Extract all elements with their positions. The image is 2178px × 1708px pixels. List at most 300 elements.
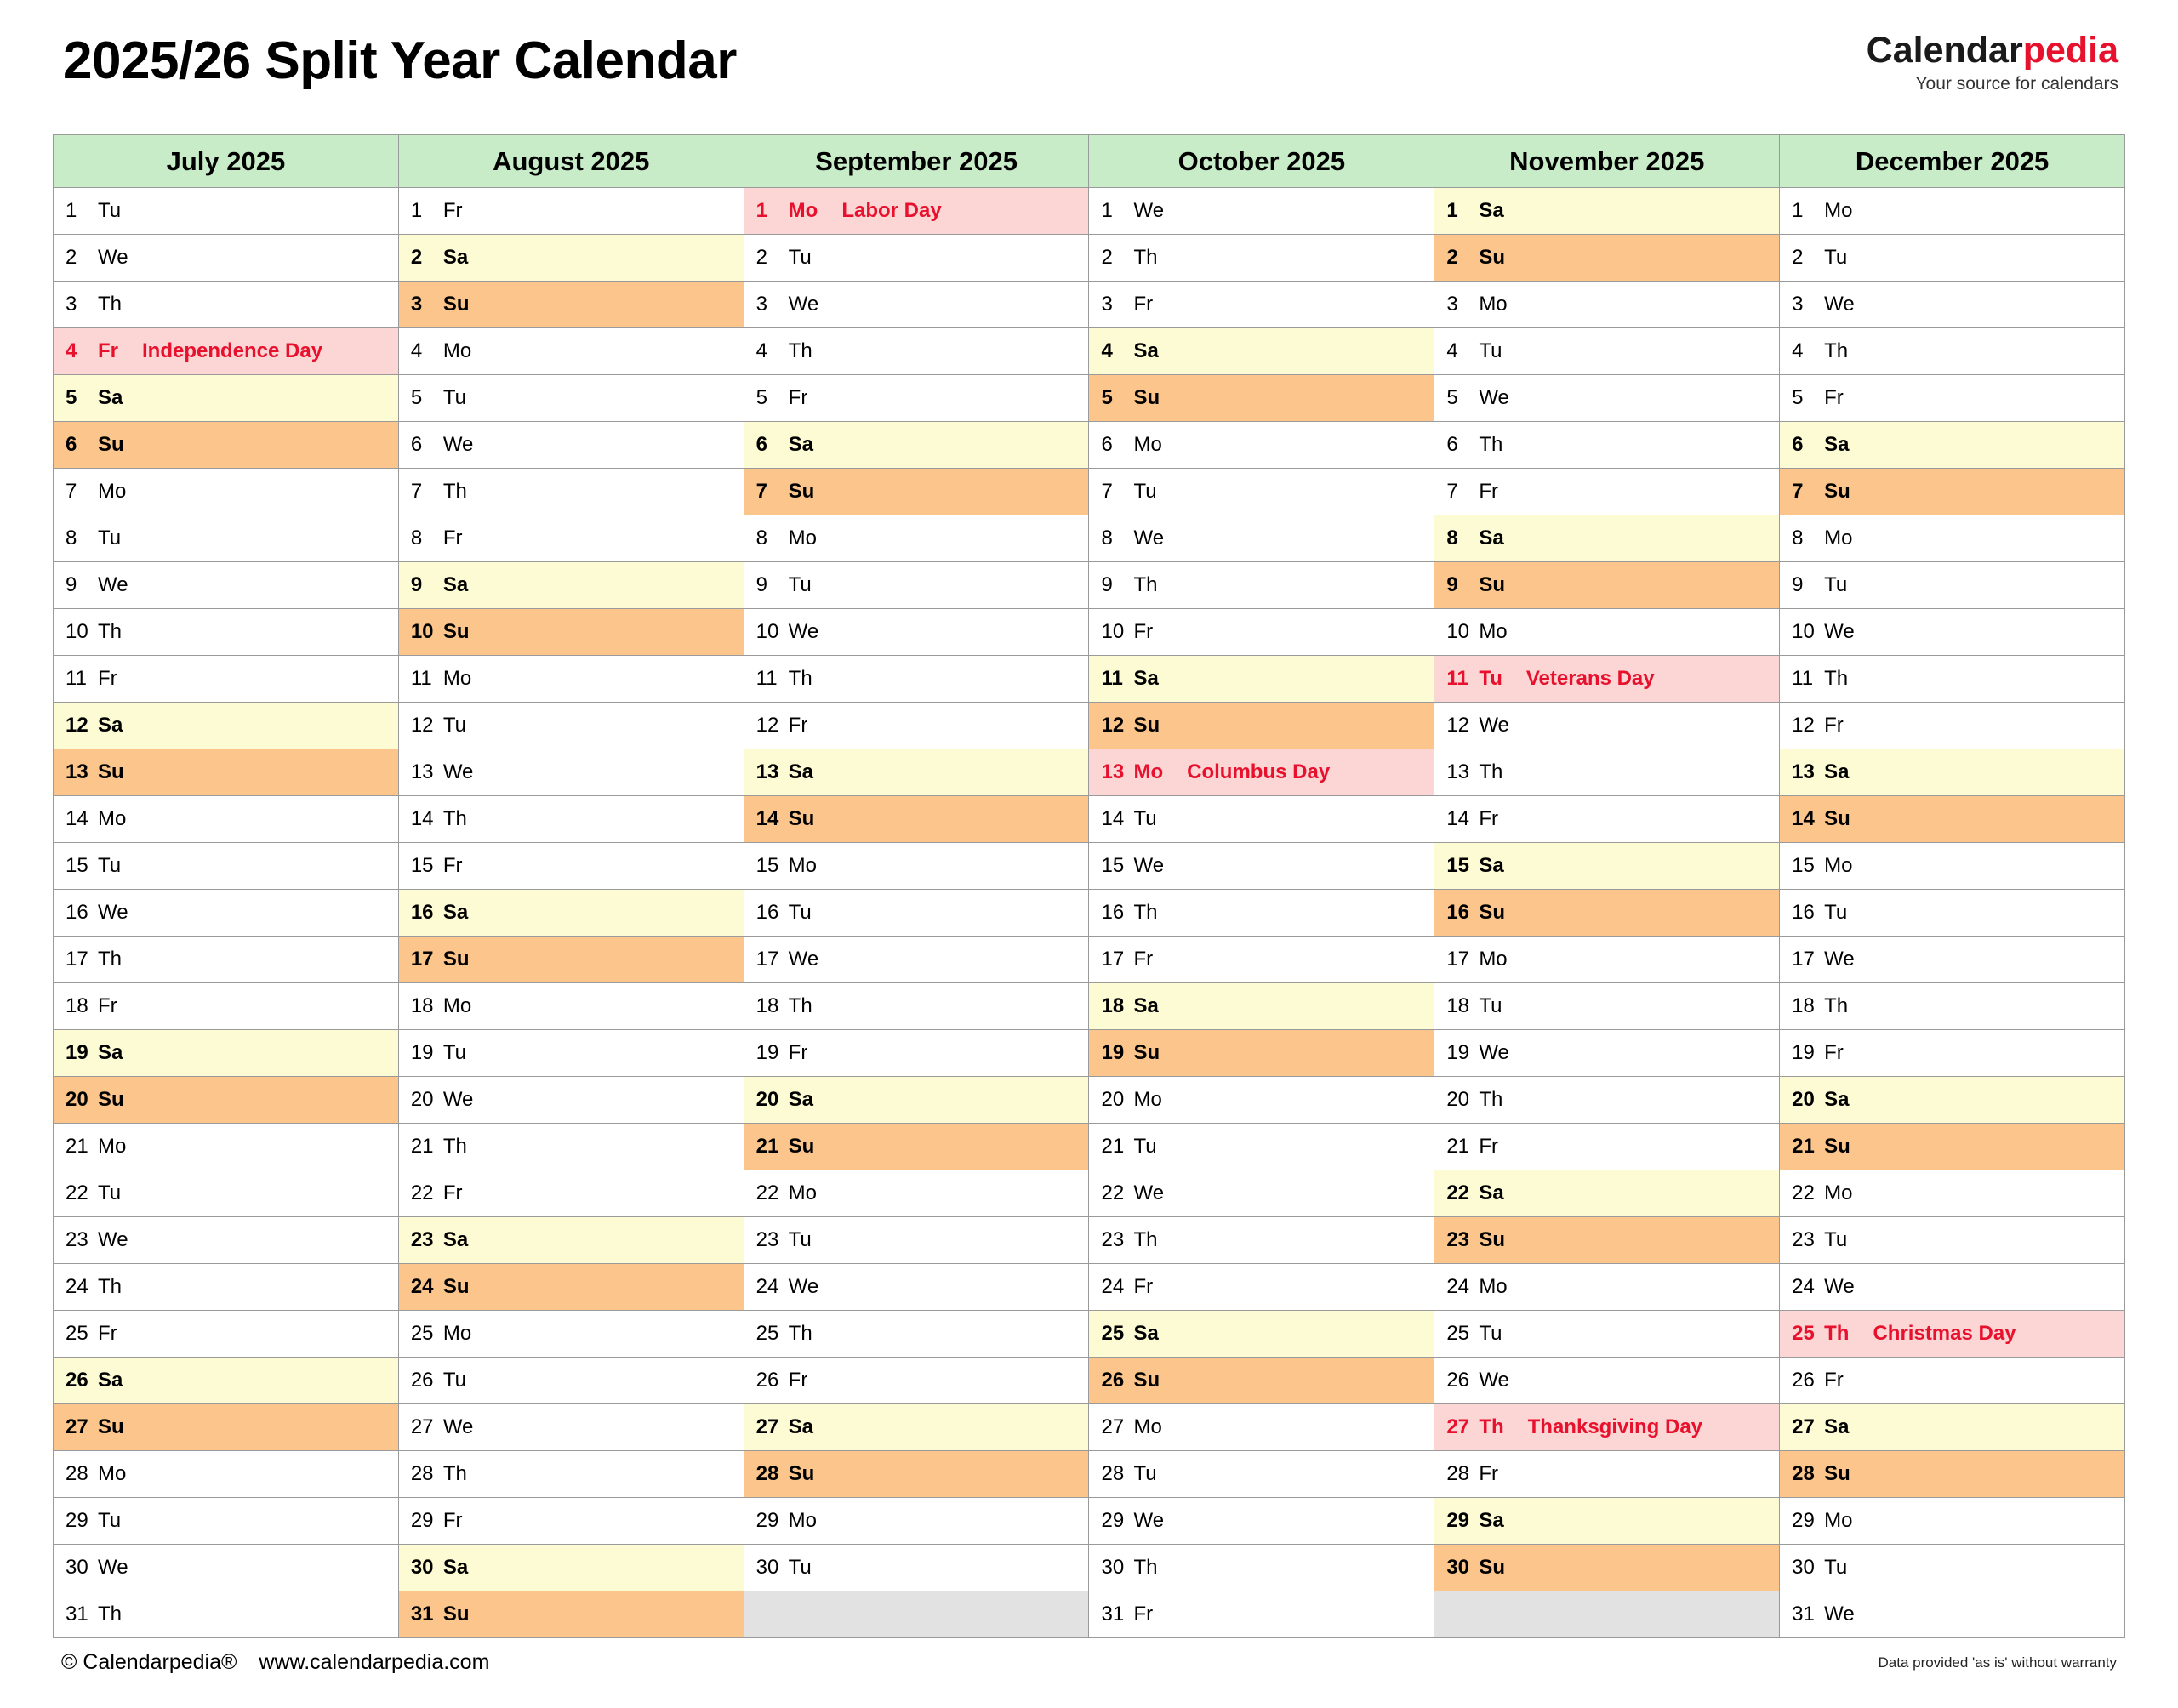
day-cell-content: [1089, 246, 1434, 270]
calendar-day-cell[interactable]: [54, 1404, 399, 1451]
calendar-day-cell[interactable]: [54, 1311, 399, 1358]
calendar-day-cell[interactable]: [1089, 1451, 1434, 1498]
day-cell-content: [1780, 480, 2124, 504]
day-cell-content: [1780, 807, 2124, 831]
website-url[interactable]: www.calendarpedia.com: [259, 1650, 490, 1674]
day-number: 14: [66, 807, 88, 830]
day-number: 4: [66, 339, 77, 362]
calendar-day-cell[interactable]: [398, 375, 744, 422]
calendar-day-cell[interactable]: [1089, 1077, 1434, 1124]
day-of-week: We: [98, 246, 128, 269]
day-cell-content: [1089, 199, 1434, 223]
calendar-day-cell[interactable]: [744, 1170, 1089, 1217]
calendar-day-cell[interactable]: [744, 375, 1089, 422]
calendar-day-cell[interactable]: [398, 515, 744, 562]
calendar-day-cell[interactable]: [398, 1124, 744, 1170]
day-number: 31: [410, 1603, 434, 1625]
calendar-day-cell[interactable]: [1434, 1217, 1780, 1264]
day-cell-content: [399, 994, 744, 1018]
calendar-day-cell[interactable]: [54, 469, 399, 515]
calendar-day-cell[interactable]: [54, 1451, 399, 1498]
calendar-day-cell[interactable]: [398, 890, 744, 937]
calendar-day-cell[interactable]: [398, 1404, 744, 1451]
calendar-day-cell[interactable]: [54, 1545, 399, 1591]
calendar-day-cell[interactable]: [398, 1311, 744, 1358]
calendar-day-cell[interactable]: [1089, 1404, 1434, 1451]
calendar-day-cell[interactable]: [1434, 328, 1780, 375]
day-cell-content: [744, 480, 1089, 504]
calendar-day-cell[interactable]: [54, 656, 399, 703]
calendar-row: [54, 1591, 2125, 1638]
calendar-day-cell[interactable]: [54, 235, 399, 282]
day-of-week: We: [1824, 1275, 1855, 1298]
day-cell-content: [1434, 199, 1779, 223]
calendar-day-cell[interactable]: [744, 1545, 1089, 1591]
calendar-day-cell[interactable]: [1780, 1124, 2125, 1170]
calendar-day-cell[interactable]: [398, 1077, 744, 1124]
day-number: 27: [66, 1415, 88, 1438]
calendar-day-cell[interactable]: [1434, 1451, 1780, 1498]
day-number: 16: [66, 901, 88, 924]
calendar-day-cell[interactable]: [398, 282, 744, 328]
calendar-day-cell[interactable]: [1780, 937, 2125, 983]
day-cell-content: [1780, 854, 2124, 878]
calendar-day-cell[interactable]: [398, 328, 744, 375]
calendar-day-cell[interactable]: [54, 796, 399, 843]
day-number: 21: [1792, 1135, 1815, 1158]
calendar-day-cell[interactable]: [1089, 1358, 1434, 1404]
day-cell-content: [1434, 1509, 1779, 1533]
day-of-week: We: [788, 1275, 819, 1298]
calendar-day-cell[interactable]: [398, 469, 744, 515]
day-of-week: We: [442, 433, 474, 456]
day-of-week: Th: [442, 1462, 467, 1485]
calendar-day-cell[interactable]: [1780, 843, 2125, 890]
calendar-day-cell[interactable]: [1089, 796, 1434, 843]
day-of-week: Su: [442, 1275, 470, 1298]
brand-name-part2: pedia: [2022, 30, 2118, 71]
day-number: 2: [410, 246, 423, 269]
day-cell-content: [54, 1275, 398, 1299]
calendar-day-cell[interactable]: [744, 609, 1089, 656]
calendar-day-cell[interactable]: [1434, 1545, 1780, 1591]
day-number: 30: [66, 1556, 88, 1579]
calendar-day-cell[interactable]: [54, 749, 399, 796]
day-of-week: Su: [788, 1462, 815, 1485]
day-of-week: We: [1479, 714, 1509, 737]
day-number: 14: [410, 807, 434, 830]
day-cell-content: [1089, 1135, 1434, 1159]
day-number: 9: [755, 573, 768, 596]
calendar-row: [54, 937, 2125, 983]
calendar-day-cell[interactable]: [1780, 1545, 2125, 1591]
calendar-day-cell[interactable]: [1089, 1170, 1434, 1217]
calendar-day-cell[interactable]: [54, 562, 399, 609]
calendar-day-cell[interactable]: [744, 843, 1089, 890]
calendar-day-cell[interactable]: [1089, 328, 1434, 375]
calendar-day-cell[interactable]: [1089, 1217, 1434, 1264]
calendar-day-cell[interactable]: [54, 1030, 399, 1077]
day-of-week: Th: [1133, 1556, 1158, 1579]
calendar-day-cell[interactable]: [54, 843, 399, 890]
day-number: 3: [66, 293, 77, 316]
calendar-day-cell[interactable]: [1089, 937, 1434, 983]
calendar-day-cell[interactable]: [1780, 235, 2125, 282]
calendar-day-cell[interactable]: [1089, 1591, 1434, 1638]
day-number: 3: [755, 293, 768, 316]
calendar-day-cell[interactable]: [1434, 983, 1780, 1030]
calendar-row: [54, 609, 2125, 656]
calendar-day-cell[interactable]: [1434, 562, 1780, 609]
calendar-day-cell[interactable]: [1434, 796, 1780, 843]
calendar-day-cell[interactable]: [1434, 1498, 1780, 1545]
calendar-day-cell[interactable]: [744, 282, 1089, 328]
calendar-day-cell[interactable]: [744, 937, 1089, 983]
calendar-row: [54, 796, 2125, 843]
calendar-day-cell[interactable]: [1089, 843, 1434, 890]
day-number: 20: [66, 1088, 88, 1111]
day-cell-content: [399, 1041, 744, 1065]
calendar-day-cell[interactable]: [744, 1217, 1089, 1264]
calendar-day-cell[interactable]: [1089, 983, 1434, 1030]
calendar-row: [54, 749, 2125, 796]
calendar-day-cell[interactable]: [1780, 562, 2125, 609]
calendar-day-cell[interactable]: [1780, 703, 2125, 749]
calendar-day-cell[interactable]: [398, 703, 744, 749]
calendar-day-cell[interactable]: [398, 1358, 744, 1404]
day-number: 21: [1101, 1135, 1125, 1158]
calendar-day-cell[interactable]: [398, 235, 744, 282]
calendar-day-cell[interactable]: [1780, 469, 2125, 515]
calendar-day-cell[interactable]: [1780, 1311, 2125, 1358]
calendar-day-cell[interactable]: [1434, 235, 1780, 282]
calendar-day-cell[interactable]: [1780, 1591, 2125, 1638]
day-cell-content: [399, 293, 744, 316]
calendar-day-cell[interactable]: [1089, 515, 1434, 562]
calendar-row: [54, 1358, 2125, 1404]
calendar-day-cell[interactable]: [1089, 562, 1434, 609]
calendar-day-cell[interactable]: [744, 983, 1089, 1030]
calendar-day-cell[interactable]: [54, 983, 399, 1030]
day-cell-content: [1089, 948, 1434, 971]
day-cell-content: [744, 433, 1089, 457]
calendar-day-cell[interactable]: [1434, 843, 1780, 890]
day-of-week: We: [442, 1088, 474, 1111]
day-number: 19: [66, 1041, 88, 1064]
calendar-day-cell[interactable]: [54, 188, 399, 235]
calendar-day-cell[interactable]: [744, 1264, 1089, 1311]
day-cell-content: [1780, 1415, 2124, 1439]
day-number: 9: [1101, 573, 1113, 596]
day-of-week: Fr: [442, 1181, 463, 1204]
day-of-week: Th: [442, 1135, 467, 1158]
day-number: 29: [410, 1509, 434, 1532]
calendar-day-cell[interactable]: [54, 890, 399, 937]
day-number: 31: [66, 1603, 88, 1625]
calendar-day-cell[interactable]: [744, 188, 1089, 235]
day-number: 13: [410, 760, 434, 783]
calendar-day-cell[interactable]: [1089, 188, 1434, 235]
calendar-day-cell[interactable]: [54, 609, 399, 656]
calendar-day-cell[interactable]: [1780, 1217, 2125, 1264]
day-cell-content: [744, 1322, 1089, 1346]
calendar-day-cell[interactable]: [1089, 890, 1434, 937]
calendar-day-cell[interactable]: [1780, 656, 2125, 703]
calendar-day-cell[interactable]: [1780, 1170, 2125, 1217]
calendar-day-cell[interactable]: [1780, 515, 2125, 562]
calendar-day-cell[interactable]: [54, 1077, 399, 1124]
day-number: 5: [410, 386, 423, 409]
calendar-day-cell[interactable]: [1780, 749, 2125, 796]
calendar-day-cell[interactable]: [744, 1404, 1089, 1451]
day-of-week: Tu: [1479, 1322, 1502, 1345]
calendar-day-cell[interactable]: [1780, 1077, 2125, 1124]
day-cell-content: [1089, 293, 1434, 316]
day-of-week: Th: [788, 994, 812, 1017]
calendar-day-cell[interactable]: [1089, 469, 1434, 515]
calendar-day-cell[interactable]: [398, 796, 744, 843]
day-of-week: Mo: [1479, 620, 1508, 643]
calendar-day-cell[interactable]: [54, 1358, 399, 1404]
day-of-week: Su: [1824, 1462, 1850, 1485]
calendar-day-cell[interactable]: [1434, 1030, 1780, 1077]
day-cell-content: [1780, 1369, 2124, 1392]
day-of-week: Sa: [788, 433, 814, 456]
calendar-day-cell[interactable]: [398, 422, 744, 469]
day-cell-content: [1780, 293, 2124, 316]
calendar-day-cell[interactable]: [1780, 1498, 2125, 1545]
calendar-day-cell[interactable]: [398, 1030, 744, 1077]
day-of-week: Fr: [1479, 480, 1498, 503]
calendar-day-cell[interactable]: [1780, 890, 2125, 937]
calendar-day-cell[interactable]: [744, 1077, 1089, 1124]
calendar-day-cell[interactable]: [1434, 188, 1780, 235]
calendar-day-cell[interactable]: [744, 1124, 1089, 1170]
day-cell-content: [744, 1462, 1089, 1486]
calendar-day-cell[interactable]: [744, 422, 1089, 469]
day-of-week: Mo: [788, 199, 818, 222]
calendar-day-cell[interactable]: [744, 562, 1089, 609]
calendar-day-cell[interactable]: [1780, 1404, 2125, 1451]
calendar-day-cell[interactable]: [1089, 703, 1434, 749]
calendar-day-cell[interactable]: [398, 562, 744, 609]
calendar-day-cell[interactable]: [54, 328, 399, 375]
day-number: 31: [1792, 1603, 1815, 1625]
month-header-october: October 2025: [1089, 135, 1434, 188]
day-cell-content: [1089, 854, 1434, 878]
calendar-day-cell[interactable]: [1434, 1404, 1780, 1451]
calendar-day-cell[interactable]: [1780, 796, 2125, 843]
calendar-day-cell[interactable]: [1434, 515, 1780, 562]
day-of-week: Th: [1824, 1322, 1850, 1345]
calendar-day-cell[interactable]: [1434, 1311, 1780, 1358]
calendar-day-cell[interactable]: [1089, 235, 1434, 282]
calendar-day-cell[interactable]: [398, 749, 744, 796]
calendar-day-cell[interactable]: [1434, 375, 1780, 422]
calendar-day-cell[interactable]: [744, 1451, 1089, 1498]
day-number: 16: [1446, 901, 1470, 924]
calendar-day-cell[interactable]: [1780, 188, 2125, 235]
day-number: 14: [755, 807, 779, 830]
calendar-day-cell[interactable]: [1780, 282, 2125, 328]
calendar-day-cell[interactable]: [1780, 1030, 2125, 1077]
day-cell-content: [54, 573, 398, 597]
day-of-week: We: [1133, 199, 1165, 222]
calendar-day-cell[interactable]: [1780, 1358, 2125, 1404]
calendar-day-cell[interactable]: [1434, 1358, 1780, 1404]
calendar-day-cell[interactable]: [54, 937, 399, 983]
calendar-day-cell[interactable]: [1089, 1498, 1434, 1545]
calendar-day-cell[interactable]: [398, 1451, 744, 1498]
day-cell-content: [1780, 667, 2124, 691]
calendar-day-cell[interactable]: [1434, 890, 1780, 937]
calendar-day-cell[interactable]: [1780, 1264, 2125, 1311]
calendar-day-cell[interactable]: [1434, 749, 1780, 796]
calendar-day-cell[interactable]: [744, 1311, 1089, 1358]
calendar-day-cell[interactable]: [1434, 1124, 1780, 1170]
calendar-day-cell[interactable]: [398, 188, 744, 235]
day-cell-content: [54, 1228, 398, 1252]
calendar-day-cell[interactable]: [744, 1358, 1089, 1404]
calendar-day-cell[interactable]: [1780, 328, 2125, 375]
calendar-row: [54, 469, 2125, 515]
calendar-day-cell[interactable]: [398, 1217, 744, 1264]
calendar-day-cell[interactable]: [398, 1264, 744, 1311]
calendar-day-cell[interactable]: [744, 890, 1089, 937]
calendar-day-cell[interactable]: [54, 515, 399, 562]
calendar-day-cell[interactable]: [744, 469, 1089, 515]
calendar-day-cell[interactable]: [1434, 282, 1780, 328]
calendar-day-cell[interactable]: [54, 282, 399, 328]
day-number: 30: [1101, 1556, 1125, 1579]
day-number: 3: [1446, 293, 1458, 316]
calendar-day-cell[interactable]: [54, 1264, 399, 1311]
calendar-day-cell[interactable]: [54, 1591, 399, 1638]
calendar-day-cell[interactable]: [1089, 422, 1434, 469]
calendar-day-cell[interactable]: [398, 937, 744, 983]
calendar-day-cell[interactable]: [1089, 609, 1434, 656]
day-number: 7: [755, 480, 768, 503]
day-number: 3: [1792, 293, 1804, 316]
calendar-day-cell[interactable]: [1780, 375, 2125, 422]
day-number: 22: [1792, 1181, 1815, 1204]
day-of-week: Su: [1133, 714, 1160, 737]
holiday-label: Independence Day: [142, 339, 323, 362]
calendar-day-cell[interactable]: [1434, 703, 1780, 749]
day-of-week: We: [1479, 1041, 1509, 1064]
calendar-day-cell[interactable]: [1434, 469, 1780, 515]
day-cell-content: [1089, 760, 1434, 784]
calendar-day-cell[interactable]: [54, 1124, 399, 1170]
calendar-day-cell[interactable]: [398, 1591, 744, 1638]
day-of-week: Fr: [442, 199, 463, 222]
day-number: 18: [1101, 994, 1125, 1017]
calendar-day-cell[interactable]: [744, 749, 1089, 796]
day-number: 4: [755, 339, 768, 362]
calendar-day-cell[interactable]: [1434, 422, 1780, 469]
calendar-day-cell[interactable]: [1434, 1170, 1780, 1217]
calendar-day-cell[interactable]: [54, 1498, 399, 1545]
day-cell-content: [744, 246, 1089, 270]
day-number: 18: [755, 994, 779, 1017]
calendar-day-cell[interactable]: [1780, 1451, 2125, 1498]
calendar-day-cell[interactable]: [1434, 1077, 1780, 1124]
day-cell-content: [1089, 480, 1434, 504]
calendar-day-cell[interactable]: [1089, 656, 1434, 703]
day-of-week: Su: [442, 948, 470, 971]
calendar-day-cell[interactable]: [398, 1545, 744, 1591]
day-cell-content: [1434, 433, 1779, 457]
calendar-day-cell[interactable]: [744, 656, 1089, 703]
calendar-day-cell[interactable]: [1089, 282, 1434, 328]
calendar-day-cell[interactable]: [1780, 609, 2125, 656]
calendar-day-cell[interactable]: [54, 422, 399, 469]
calendar-day-cell[interactable]: [1089, 1264, 1434, 1311]
calendar-day-cell[interactable]: [398, 983, 744, 1030]
calendar-day-cell[interactable]: [744, 328, 1089, 375]
calendar-day-cell[interactable]: [1089, 1030, 1434, 1077]
day-cell-content: [1089, 1322, 1434, 1346]
day-number: 21: [66, 1135, 88, 1158]
calendar-day-cell[interactable]: [398, 1170, 744, 1217]
calendar-day-cell[interactable]: [1089, 1545, 1434, 1591]
calendar-day-cell[interactable]: [744, 515, 1089, 562]
day-of-week: Su: [442, 1603, 470, 1625]
calendar-day-cell[interactable]: [398, 1498, 744, 1545]
calendar-day-cell[interactable]: [1434, 937, 1780, 983]
calendar-day-cell[interactable]: [1089, 1311, 1434, 1358]
day-number: 17: [1101, 948, 1125, 971]
day-cell-content: [54, 1369, 398, 1392]
calendar-day-cell[interactable]: [1089, 375, 1434, 422]
day-cell-content: [1089, 1462, 1434, 1486]
calendar-day-cell[interactable]: [54, 703, 399, 749]
day-of-week: Fr: [98, 667, 117, 690]
day-number: 7: [1446, 480, 1458, 503]
calendar-day-cell[interactable]: [1780, 422, 2125, 469]
calendar-day-cell[interactable]: [398, 843, 744, 890]
calendar-day-cell[interactable]: [744, 796, 1089, 843]
calendar-day-cell[interactable]: [398, 656, 744, 703]
day-of-week: We: [98, 573, 128, 596]
day-number: 24: [410, 1275, 434, 1298]
day-of-week: Fr: [98, 994, 117, 1017]
day-number: 5: [755, 386, 768, 409]
calendar-day-cell[interactable]: [744, 1030, 1089, 1077]
day-cell-content: [1089, 527, 1434, 550]
day-number: 25: [1446, 1322, 1470, 1345]
calendar-day-cell[interactable]: [1434, 609, 1780, 656]
calendar-day-cell[interactable]: [398, 609, 744, 656]
calendar-day-cell[interactable]: [54, 375, 399, 422]
calendar-row: [54, 1264, 2125, 1311]
calendar-day-cell[interactable]: [744, 235, 1089, 282]
calendar-day-cell[interactable]: [1434, 656, 1780, 703]
calendar-day-cell[interactable]: [54, 1170, 399, 1217]
day-cell-content: [399, 714, 744, 737]
day-number: 23: [410, 1228, 434, 1251]
day-cell-content: [1434, 667, 1779, 691]
calendar-day-cell[interactable]: [744, 703, 1089, 749]
calendar-day-cell[interactable]: [1089, 749, 1434, 796]
day-number: 18: [66, 994, 88, 1017]
day-number: 19: [755, 1041, 779, 1064]
calendar-day-cell[interactable]: [1434, 1264, 1780, 1311]
calendar-day-cell[interactable]: [1089, 1124, 1434, 1170]
calendar-day-cell[interactable]: [1780, 983, 2125, 1030]
calendar-day-cell[interactable]: [54, 1217, 399, 1264]
calendar-day-cell[interactable]: [744, 1498, 1089, 1545]
